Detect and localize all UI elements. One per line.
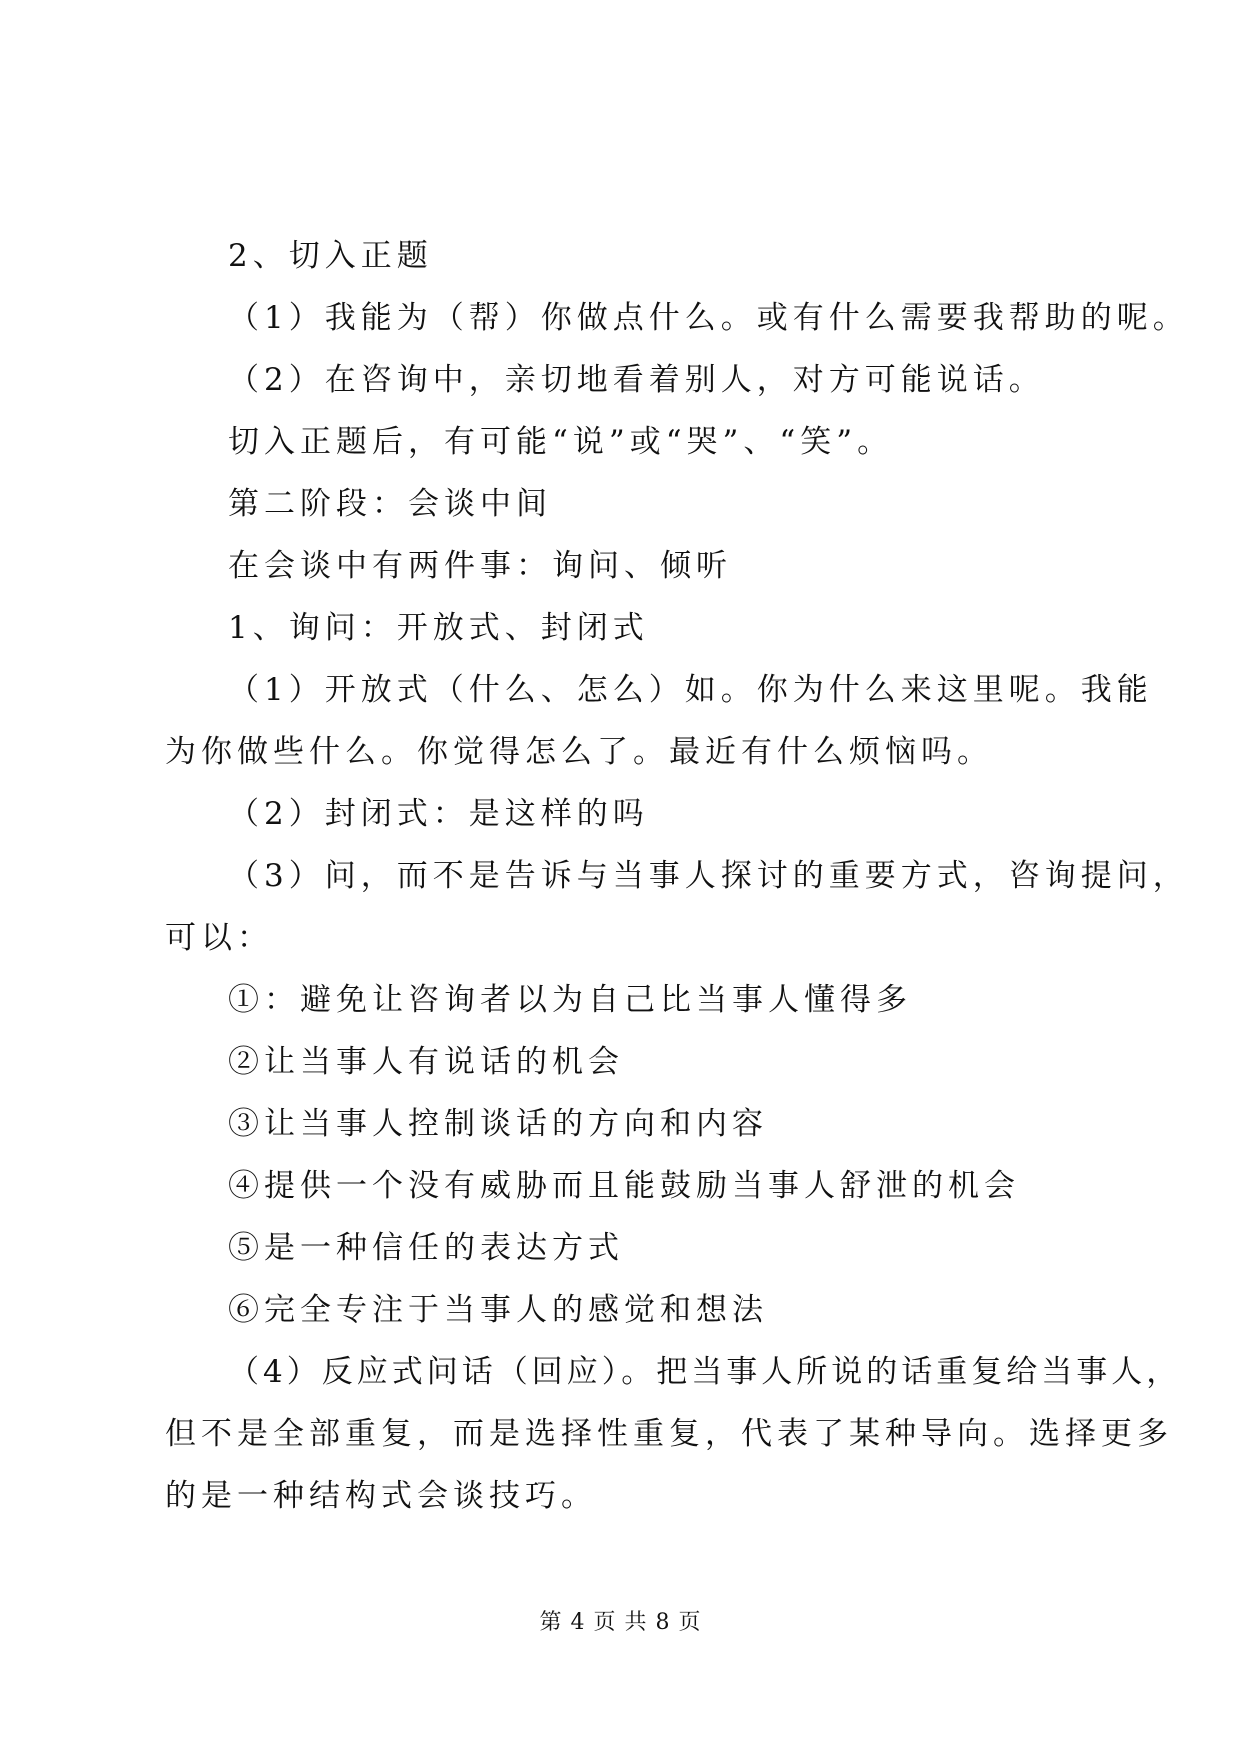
paragraph-line: （4）反应式问话（回应）。把当事人所说的话重复给当事人， (228, 1354, 1182, 1390)
list-item: ①：避免让咨询者以为自己比当事人懂得多 (228, 982, 912, 1018)
paragraph-line: （2）在咨询中，亲切地看着别人，对方可能说话。 (228, 362, 1045, 398)
list-item: ③让当事人控制谈话的方向和内容 (228, 1106, 768, 1142)
paragraph-line: （2）封闭式：是这样的吗 (228, 796, 649, 832)
paragraph-line: （1）我能为（帮）你做点什么。或有什么需要我帮助的呢。 (228, 300, 1189, 336)
list-item: ⑥完全专注于当事人的感觉和想法 (228, 1292, 768, 1328)
page-number-footer: 第 4 页 共 8 页 (539, 1610, 702, 1635)
list-item: ④提供一个没有威胁而且能鼓励当事人舒泄的机会 (228, 1168, 1020, 1204)
paragraph-line: 为你做些什么。你觉得怎么了。最近有什么烦恼吗。 (165, 734, 993, 770)
paragraph-line: （3）问，而不是告诉与当事人探讨的重要方式，咨询提问， (228, 858, 1189, 894)
paragraph-line: 在会谈中有两件事：询问、倾听 (228, 548, 732, 584)
list-item: ②让当事人有说话的机会 (228, 1044, 624, 1080)
paragraph-line: 可以： (165, 920, 273, 956)
section-heading: 2、切入正题 (228, 238, 433, 274)
section-heading: 1、询问：开放式、封闭式 (228, 610, 649, 646)
paragraph-line: 但不是全部重复，而是选择性重复，代表了某种导向。选择更多 (165, 1416, 1173, 1452)
paragraph-line: （1）开放式（什么、怎么）如。你为什么来这里呢。我能 (228, 672, 1153, 708)
section-heading: 第二阶段：会谈中间 (228, 486, 552, 522)
paragraph-line: 的是一种结构式会谈技巧。 (165, 1478, 597, 1514)
list-item: ⑤是一种信任的表达方式 (228, 1230, 624, 1266)
paragraph-line: 切入正题后，有可能“说”或“哭”、“笑”。 (228, 424, 894, 460)
